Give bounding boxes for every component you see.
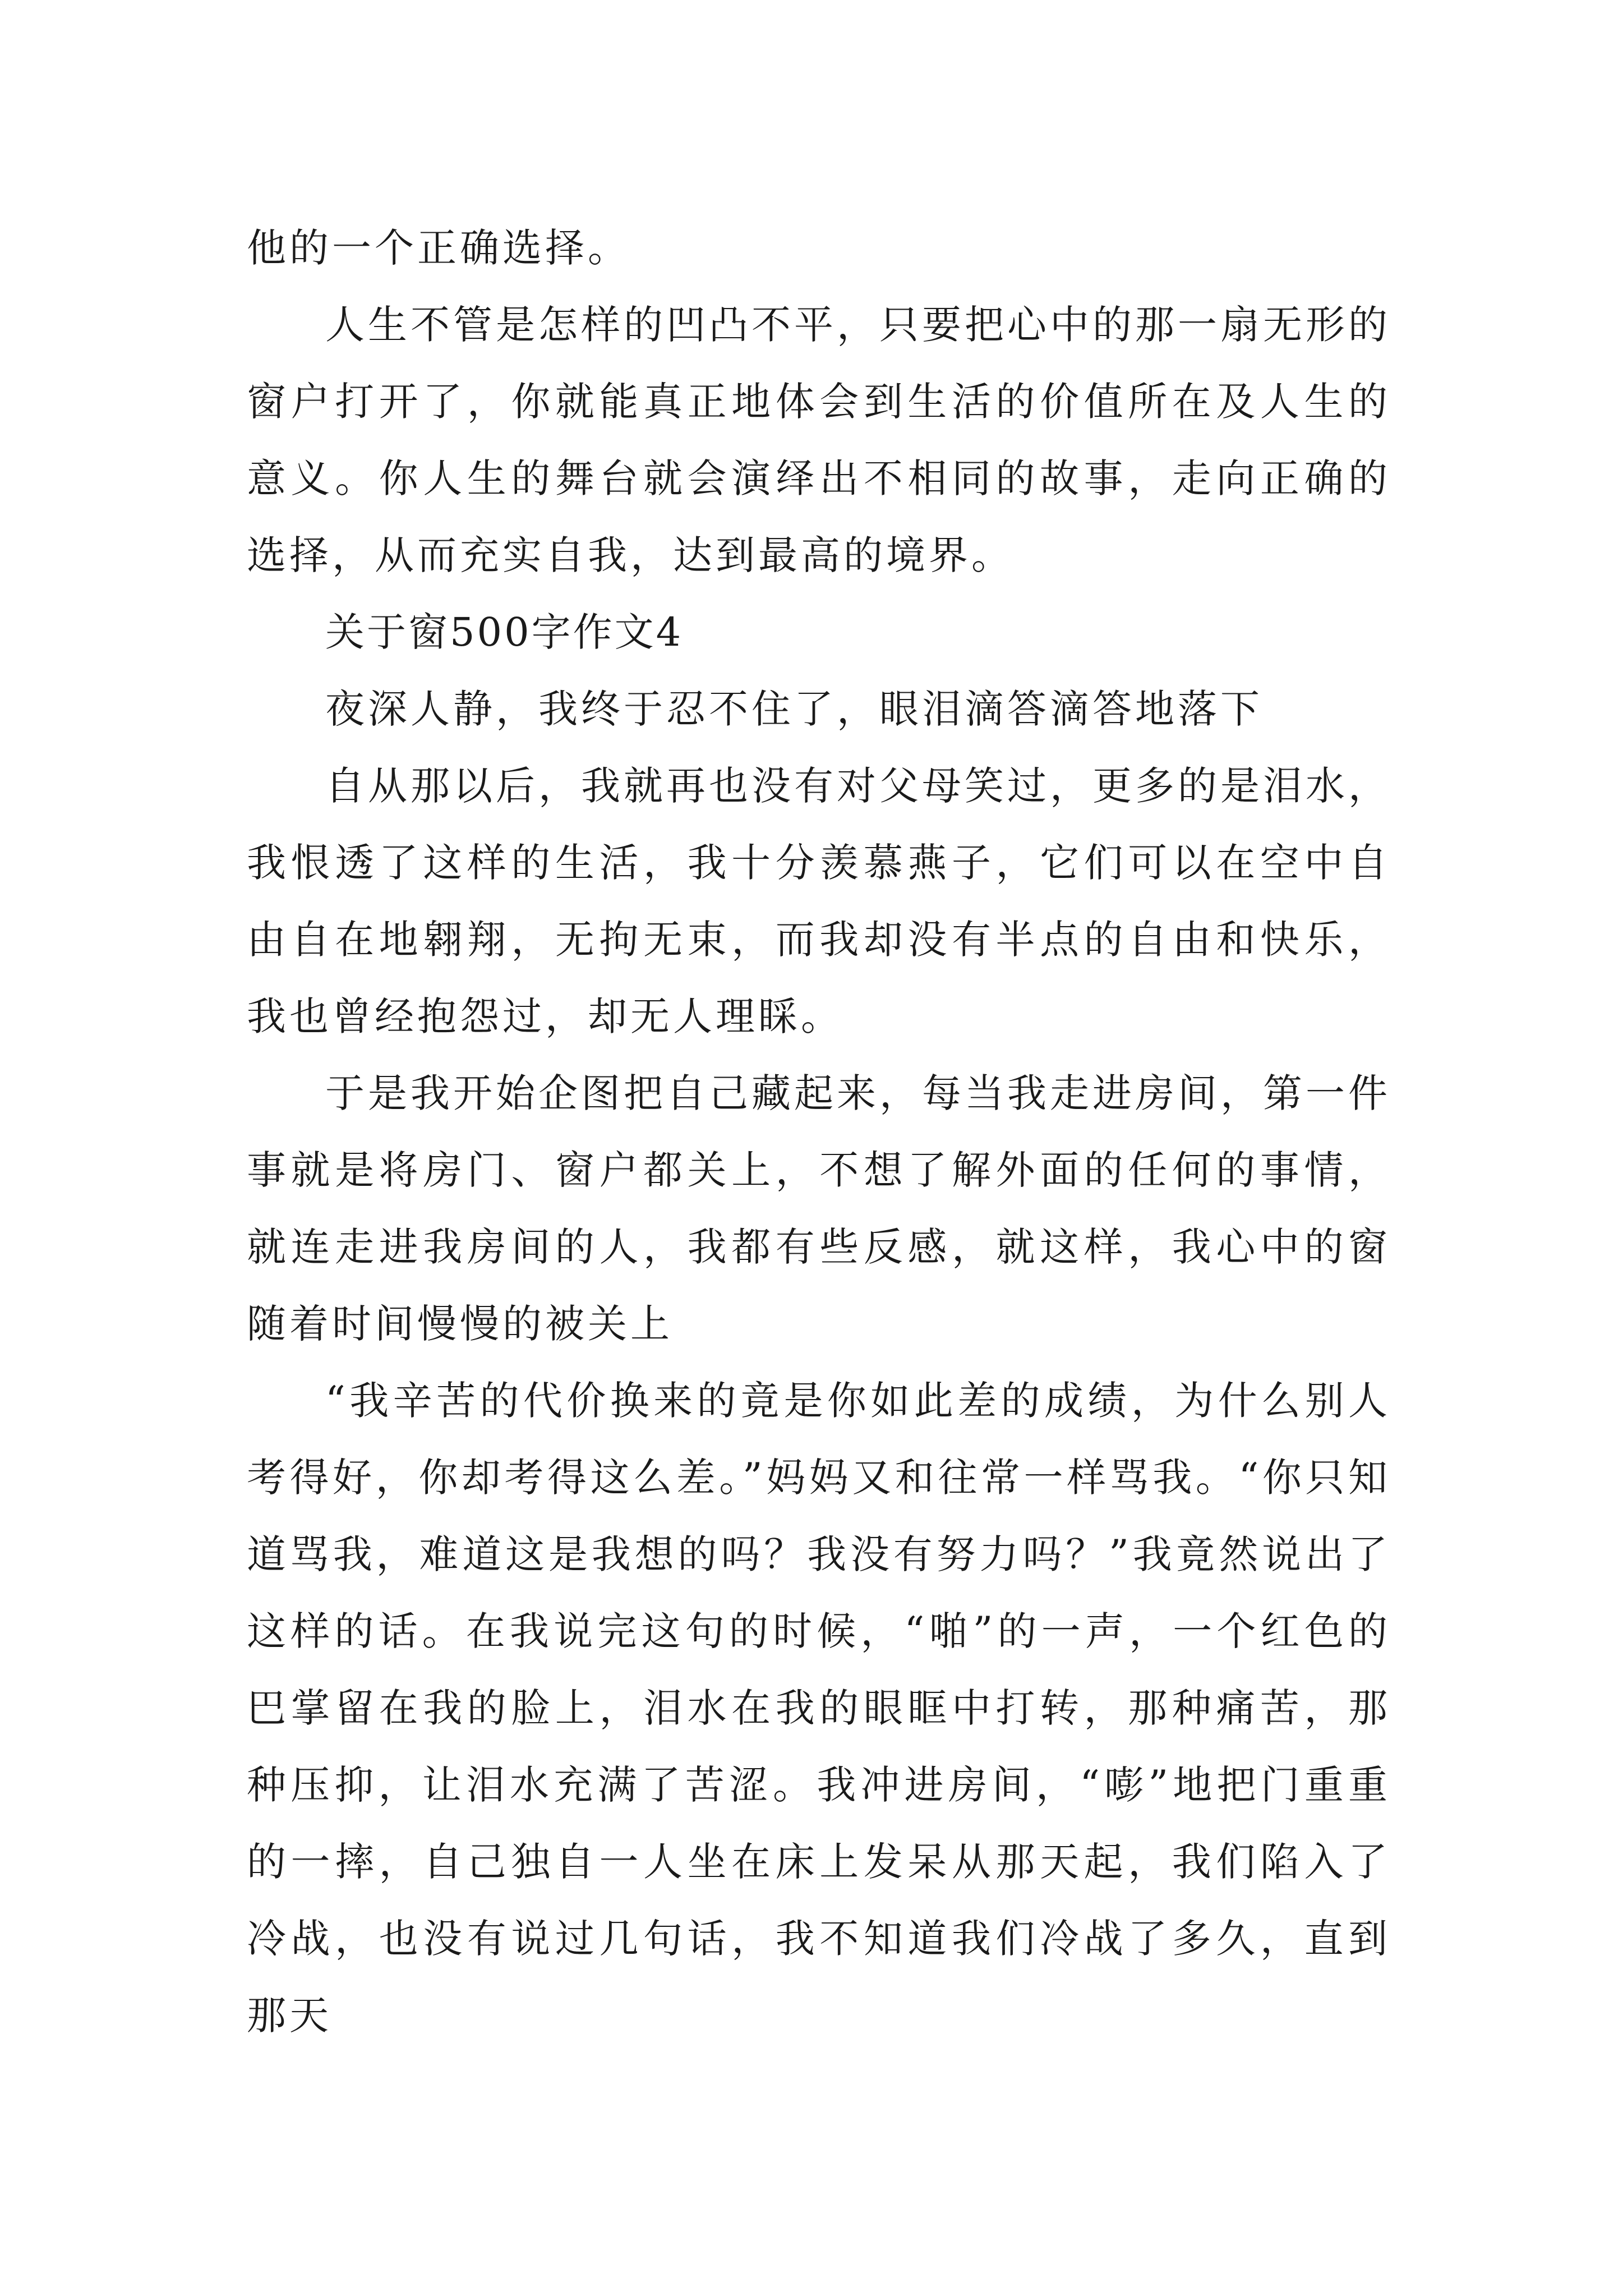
paragraph-opening: 夜深人静，我终于忍不住了，眼泪滴答滴答地落下 bbox=[325, 686, 1263, 732]
paragraph-conclusion: 人生不管是怎样的凹凸不平，只要把心中的那一扇无形的窗户打开了，你就能真正地体会到生活的价值所在及人生的意义。你人生的舞台就会演绎出不相同的故事，走向正确的选择，从而充实自我，达到最高的境界。 bbox=[247, 302, 1391, 578]
paragraph-body: “我辛苦的代价换来的竟是你如此差的成绩，为什么别人考得好，你却考得这么差。”妈妈又和往常一样骂我。“你只知道骂我，难道这是我想的吗？我没有努力吗？”我竟然说出了这样的话。在我说完这句的时候，“啪”的一声，一个红色的巴掌留在我的脸上，泪水在我的眼眶中打转，那种痛苦，那种压抑，让泪水充满了苦涩。我冲进房间，“嘭”地把门重重的一摔，自己独自一人坐在床上发呆从那天起，我们陷入了冷战，也没有说过几句话，我不知道我们冷战了多久，直到那天 bbox=[247, 1378, 1391, 2039]
paragraph-body: 于是我开始企图把自己藏起来，每当我走进房间，第一件事就是将房门、窗户都关上，不想了解外面的任何的事情，就连走进我房间的人，我都有些反感，就这样，我心中的窗随着时间慢慢的被关上 bbox=[247, 1070, 1391, 1347]
document-body bbox=[247, 210, 1391, 2054]
essay-heading: 关于窗500字作文4 bbox=[325, 609, 684, 655]
paragraph-body: 自从那以后，我就再也没有对父母笑过，更多的是泪水，我恨透了这样的生活，我十分羡慕燕子，它们可以在空中自由自在地翱翔，无拘无束，而我却没有半点的自由和快乐，我也曾经抱怨过，却无人理睬。 bbox=[247, 763, 1391, 1039]
paragraph-continuation: 他的一个正确选择。 bbox=[247, 225, 630, 271]
